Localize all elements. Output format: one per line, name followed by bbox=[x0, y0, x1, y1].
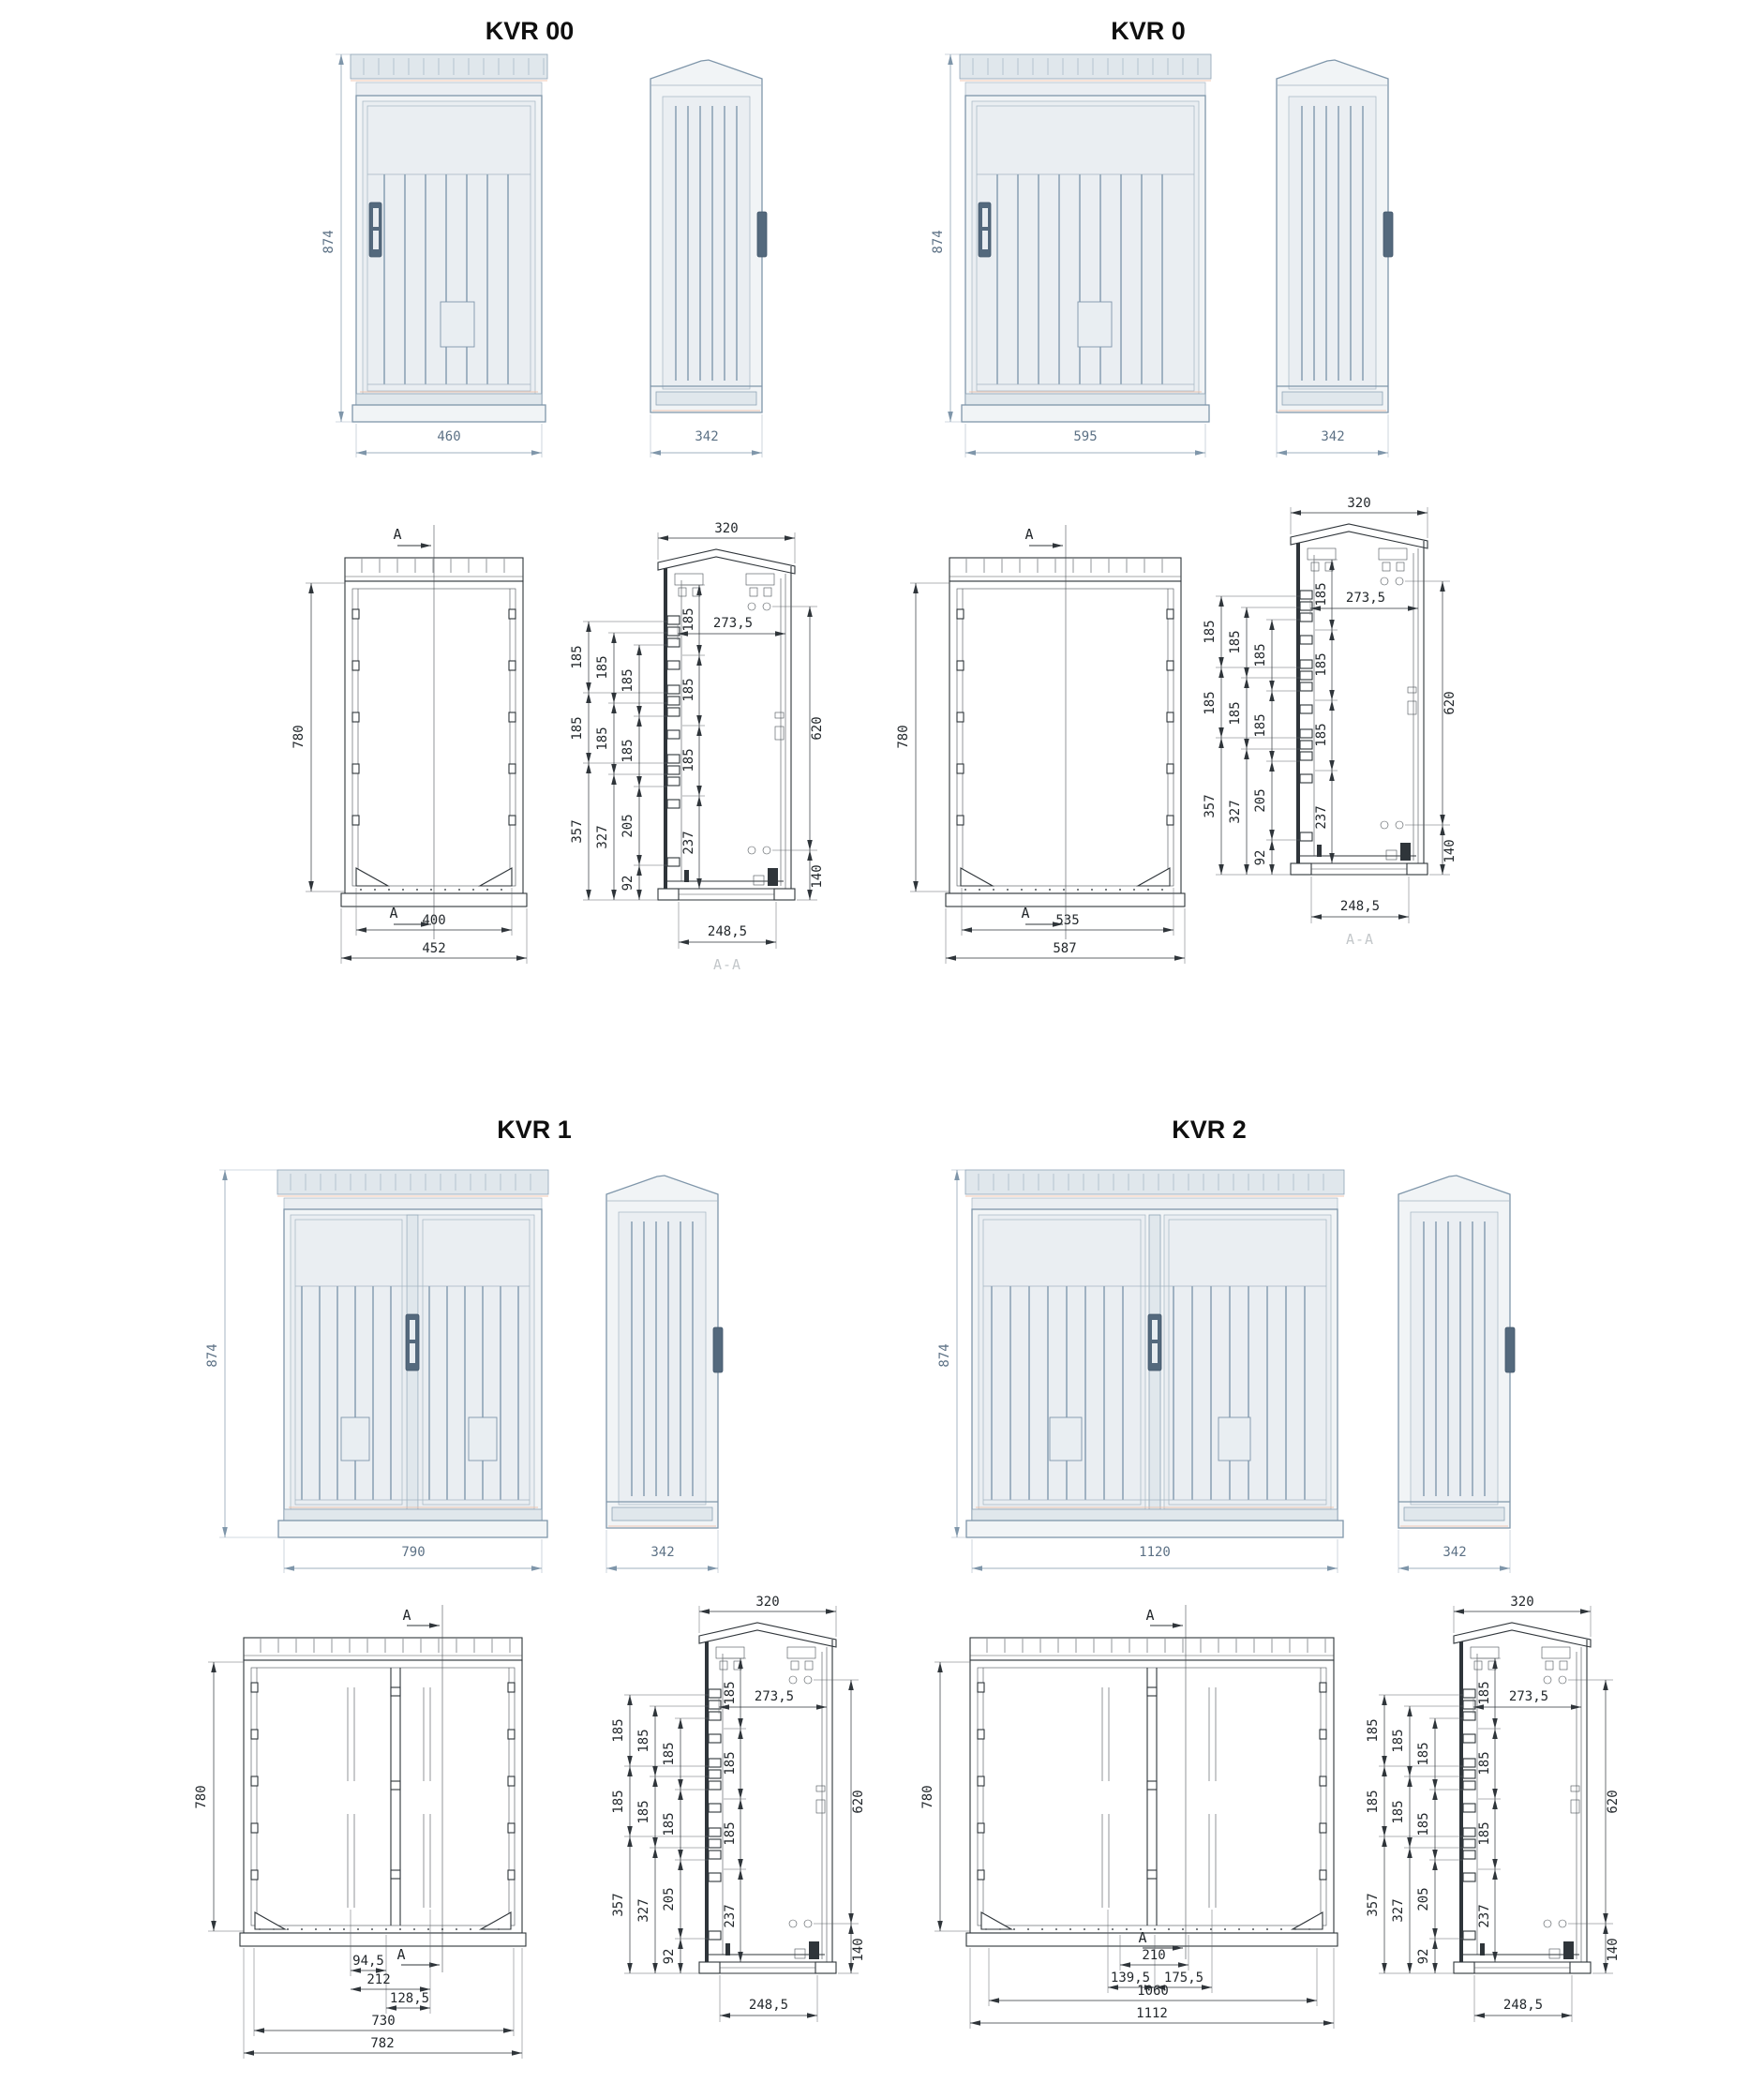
dim-drawing-height: 780 bbox=[896, 725, 911, 749]
dim-front-width: 595 bbox=[1073, 429, 1098, 444]
dim-front-width: 790 bbox=[401, 1545, 426, 1560]
section-marker-bottom: A bbox=[396, 1946, 406, 1963]
dim-inner-width: 730 bbox=[371, 2014, 396, 2029]
model-title-kvr0: KVR 0 bbox=[1111, 17, 1186, 45]
kvr1-side-photo bbox=[606, 1176, 723, 1573]
dim-height: 874 bbox=[321, 230, 336, 254]
dim-outer-width: 1112 bbox=[1136, 2006, 1168, 2021]
dim-inner-width: 1060 bbox=[1137, 1984, 1169, 1999]
dim-210: 210 bbox=[1142, 1948, 1166, 1963]
section-marker-bottom: A bbox=[1021, 905, 1030, 922]
dim-height: 874 bbox=[931, 230, 946, 254]
dim-outer-width: 782 bbox=[370, 2036, 395, 2051]
section-marker-top: A bbox=[1145, 1607, 1155, 1624]
section-marker-top: A bbox=[402, 1607, 411, 1624]
kvr0-side-photo bbox=[1277, 60, 1393, 457]
door-panel bbox=[1078, 302, 1112, 347]
dim-139-5: 139,5 bbox=[1110, 1971, 1151, 1986]
kvr2-front-photo bbox=[937, 1170, 1344, 1573]
dim-drawing-height: 780 bbox=[292, 725, 306, 749]
dim-outer-width: 587 bbox=[1053, 941, 1077, 956]
model-title-kvr2: KVR 2 bbox=[1172, 1116, 1247, 1144]
dim-height: 874 bbox=[205, 1343, 220, 1368]
right-door-panel bbox=[1218, 1417, 1250, 1461]
section-marker-bottom: A bbox=[389, 905, 398, 922]
dim-128-5: 128,5 bbox=[389, 1991, 430, 2006]
door-panel bbox=[441, 302, 474, 347]
dim-drawing-height: 780 bbox=[920, 1785, 935, 1809]
dim-175-5: 175,5 bbox=[1163, 1971, 1204, 1986]
section-label: A-A bbox=[712, 956, 742, 973]
model-title-kvr1: KVR 1 bbox=[497, 1116, 572, 1144]
left-door-panel bbox=[341, 1417, 369, 1461]
model-title-kvr00: KVR 00 bbox=[485, 17, 575, 45]
section-marker-bottom: A bbox=[1138, 1929, 1147, 1946]
right-door-panel bbox=[469, 1417, 497, 1461]
dim-212: 212 bbox=[366, 1972, 391, 1987]
dim-front-width: 1120 bbox=[1139, 1545, 1171, 1560]
dim-inner-width: 535 bbox=[1055, 913, 1080, 928]
section-marker-top: A bbox=[1024, 526, 1034, 543]
dim-front-width: 460 bbox=[437, 429, 461, 444]
dim-drawing-height: 780 bbox=[194, 1785, 209, 1809]
dim-inner-width: 400 bbox=[422, 913, 446, 928]
kvr00-side-photo bbox=[650, 60, 767, 457]
kvr0-front-photo bbox=[931, 54, 1211, 457]
kvr2-side-photo bbox=[1398, 1176, 1515, 1573]
dim-outer-width: 452 bbox=[422, 941, 446, 956]
section-label: A-A bbox=[1345, 931, 1375, 948]
dim-94-5: 94,5 bbox=[352, 1954, 384, 1969]
left-door-panel bbox=[1050, 1417, 1082, 1461]
dim-height: 874 bbox=[937, 1343, 952, 1368]
section-marker-top: A bbox=[393, 526, 402, 543]
